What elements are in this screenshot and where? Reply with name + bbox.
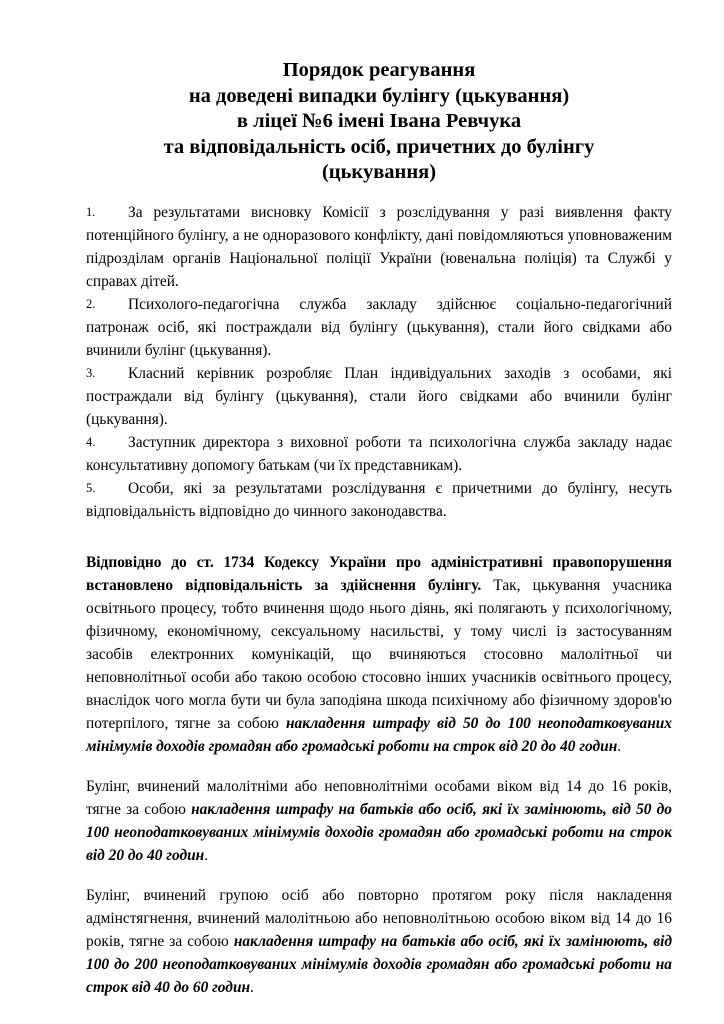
list-item-number: 5. [86,480,96,495]
list-item [86,201,672,293]
list-item-number: 4. [86,434,96,449]
paragraph-end: . [617,737,622,755]
paragraph-text: Так, цькування учасника освітнього процесу, тобто вчинення щодо нього діянь, які полягають у психологічному, фізичному, економічному, сексуальному насильстві, у тому числі із застосуванням засобів електронних комунікацій, що вчиняються стосовно малолітньої чи неповнолітньої особи або такою особою стосовно інших учасників освітнього процесу, внаслідок чого могла бути чи була заподіяна шкода психічному або фізичному здоров'ю потерпілого, тягне за собою [86,576,672,732]
list-item-text: За результатами висновку Комісії з розслідування у разі виявлення факту потенційного булінгу, а не одноразового конфлікту, дані повідомляються уповноваженим підрозділам органів Національної поліції України (ювенальна поліція) та Службі у справах дітей. [86,203,672,290]
list-item-text: Особи, які за результатами розслідування є причетними до булінгу, несуть відповідальність відповідно до чинного законодавства. [86,479,672,520]
title-line-4: та відповідальність осіб, причетних до булінгу [163,135,595,158]
paragraph-text: Булінг, вчинений малолітніми або неповнолітніми особами віком від 14 до 16 років, тягне за собою [86,777,672,818]
paragraph-text: Булінг, вчинений групою осіб або повторно протягом року після накладення адмінстягнення, вчинений малолітньою або неповнолітньою особою віком від 14 до 16 років, тягне за собою [86,886,672,950]
paragraph-liability [86,551,672,758]
document-title [86,58,672,186]
paragraph-penalty: накладення штрафу від 50 до 100 неоподатковуваних мінімумів доходів громадян або громадські роботи на строк від 20 до 40 годин [86,714,672,755]
title-line-3: в ліцеї №6 імені Івана Ревчука [236,110,522,132]
list-item [86,362,672,431]
document-page [86,58,672,999]
list-item [86,477,672,523]
list-item-number: 2. [86,296,96,311]
list-item [86,431,672,477]
list-item-number: 1. [86,204,96,219]
paragraph-penalty: накладення штрафу на батьків або осіб, які їх замінюють, від 50 до 100 неоподатковуваних мінімумів доходів громадян або громадські роботи на строк від 20 до 40 годин [86,800,672,864]
list-item-text: Заступник директора з виховної роботи та психологічна служба закладу надає консультативну допомогу батькам (чи їх представникам). [86,433,672,474]
paragraph-group-repeat [86,884,672,999]
paragraph-penalty: накладення штрафу на батьків або осіб, які їх замінюють, від 100 до 200 неоподатковуваних мінімумів доходів громадян або громадські роботи на строк від 40 до 60 годин [86,932,673,996]
paragraph-bold-lead: Відповідно до ст. 1734 Кодексу України про адміністративні правопорушення встановлено відповідальність за здійснення булінгу. [86,553,672,594]
title-line-1: Порядок реагування [282,59,476,81]
list-item-number: 3. [86,365,96,380]
procedure-list [86,201,672,523]
title-line-2: на доведені випадки булінгу (цькування) [188,84,570,107]
list-item-text: Класний керівник розробляє План індивідуальних заходів з особами, які постраждали від булінгу (цькування), стали його свідками або вчинили булінг (цькування). [86,364,672,428]
list-item-text: Психолого-педагогічна служба закладу здійснює соціально-педагогічний патронаж осіб, які постраждали від булінгу (цькування), стали його свідками або вчинили булінг (цькування). [86,295,672,359]
list-item [86,293,672,362]
paragraph-end: . [204,846,209,864]
paragraph-minors [86,775,672,867]
title-line-5: (цькування) [321,161,437,183]
paragraph-end: . [250,978,254,996]
